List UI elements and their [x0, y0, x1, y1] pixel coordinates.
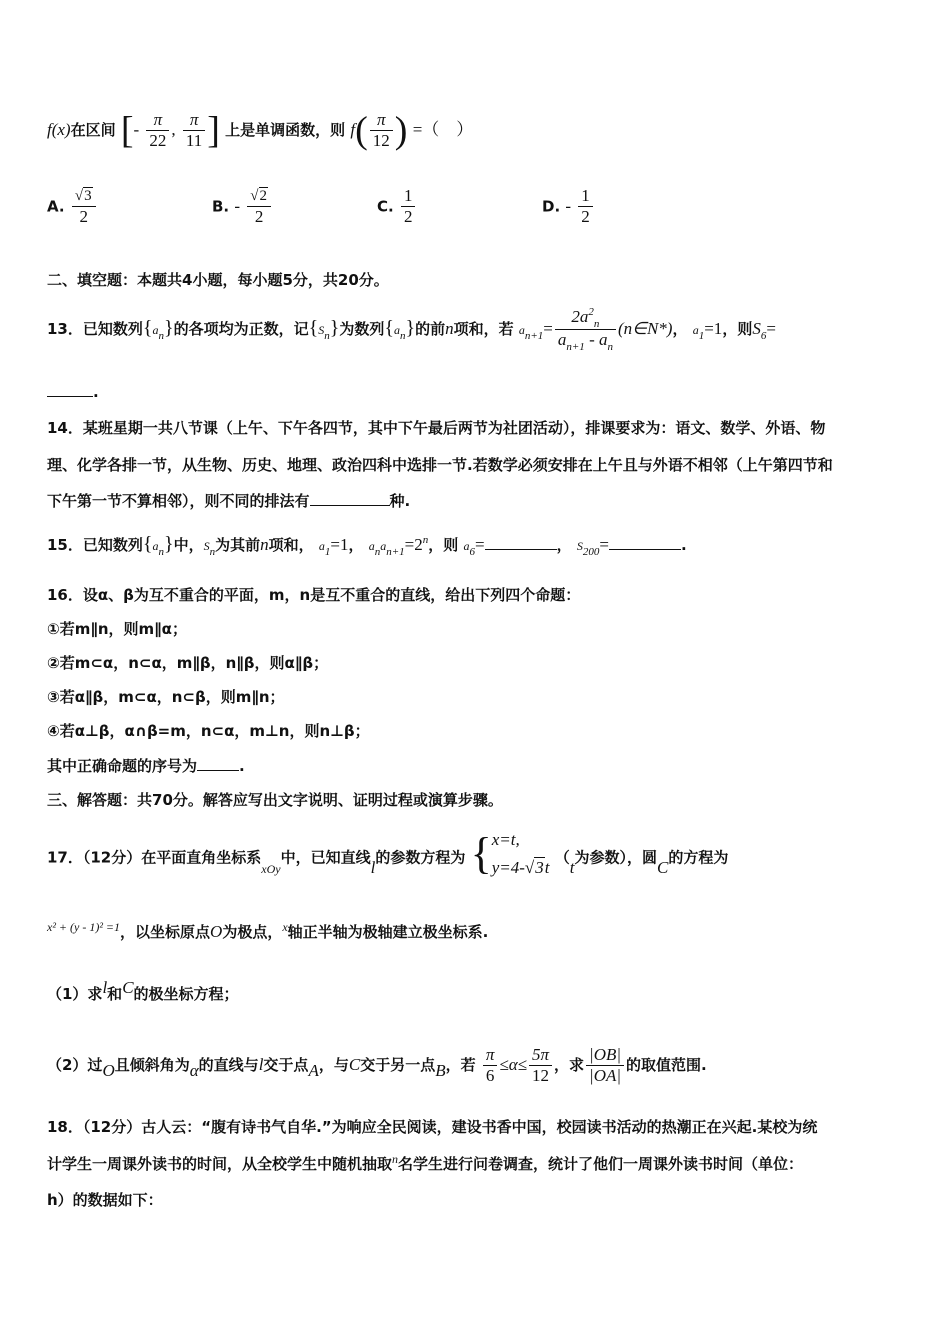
- q17-line1: 17．（12分）在平面直角坐标系$_{xOy}$中，已知直线l的参数方程为 { x=t, y=4-√3t （t为参数），圆C的方程为: [47, 829, 729, 878]
- q12-f-arg: $\frac{\pi}{12}$: [370, 110, 393, 151]
- q14-line3: 下午第一节不算相邻），则不同的排法有 种.: [47, 492, 411, 510]
- q17-part1: （1）求l和C的极坐标方程；: [47, 978, 239, 1003]
- q12-stem: f(x)在区间 [- $\frac{\pi}{22}$ , $\frac{\pi}{11}$ ] 上是单调函数，则 f( $\frac{\pi}{12}$ ) =（ ）: [47, 109, 474, 152]
- q18-line3: h）的数据如下：: [47, 1191, 163, 1209]
- q12-option-a[interactable]: A. $\frac{√3}{2}$: [47, 186, 98, 227]
- q12-fx: f(x): [47, 120, 71, 139]
- q18-line2: 计学生一周课外读书的时间，从全校学生中随机抽取$^n$名学生进行问卷调查，统计了他们一周课外读书时间（单位：: [47, 1152, 804, 1173]
- q15-blank-a6[interactable]: [485, 535, 557, 550]
- q12-option-d[interactable]: D. - $\frac{1}{2}$: [542, 186, 595, 227]
- q13: 13．已知数列{an}的各项均为正数，记{Sn}为数列{an}的前n项和，若 an+1= $\frac{2a^2_n}{a_{n+1} - a_n}$ (n∈N*)， a1=1，则$S_6=$: [47, 306, 776, 353]
- q16-item-4: ④若α⊥β，α∩β=m，n⊂α，m⊥n，则n⊥β；: [47, 722, 370, 740]
- q13-answer-blank: [47, 382, 93, 397]
- q13-recurrence: $\frac{2a^2_n}{a_{n+1} - a_n}$: [555, 307, 616, 352]
- q12-option-c[interactable]: C. $\frac{1}{2}$: [377, 186, 417, 227]
- section3-heading: 三、解答题：共70分。解答应写出文字说明、证明过程或演算步骤。: [47, 791, 503, 809]
- q17-range-lo: $\frac{\pi}{6}$: [483, 1045, 498, 1086]
- q14-answer-blank[interactable]: [310, 491, 390, 506]
- q16-item-3: ③若α∥β，m⊂α，n⊂β，则m∥n；: [47, 688, 285, 706]
- q18-line1: 18．（12分）古人云：“腹有诗书气自华.”为响应全民阅读，建设书香中国，校园读书活动的热潮正在兴起.某校为统: [47, 1118, 818, 1136]
- q13-answer-line[interactable]: .: [47, 382, 910, 402]
- q14-line2: 理、化学各排一节，从生物、历史、地理、政治四科中选排一节.若数学必须安排在上午且与外语不相邻（上午第四节和: [47, 456, 833, 474]
- q16-answer-blank[interactable]: [197, 756, 239, 771]
- q16-item-2: ②若m⊂α，n⊂α，m∥β，n∥β，则α∥β；: [47, 654, 329, 672]
- q16-stem: 16．设α、β为互不重合的平面，m，n是互不重合的直线，给出下列四个命题：: [47, 586, 581, 604]
- q14-line1: 14．某班星期一共八节课（上午、下午各四节，其中下午最后两节为社团活动），排课要求为：语文、数学、外语、物: [47, 419, 826, 437]
- q12-interval-hi: $\frac{\pi}{11}$: [183, 110, 205, 151]
- q17-ratio: $\frac{|OB|}{|OA|}$: [586, 1045, 624, 1086]
- q16-ask: 其中正确命题的序号为 .: [47, 757, 245, 775]
- q17-range-hi: $\frac{5\pi}{12}$: [529, 1045, 552, 1086]
- q15-blank-s200[interactable]: [609, 535, 681, 550]
- q12-option-b[interactable]: B. - $\frac{√2}{2}$: [212, 186, 273, 227]
- section2-heading: 二、填空题：本题共4小题，每小题5分，共20分。: [47, 271, 389, 289]
- q17-line2: $^{x^2 + (y - 1)^2 =1}$，以坐标原点O为极点，$^x$轴正半轴为极轴建立极坐标系.: [47, 920, 489, 941]
- q15: 15．已知数列{an}中，Sn为其前n项和， a1=1， $anan+1=2^n$，则 a6= ， S200= .: [47, 533, 687, 558]
- q12-interval-lo: $\frac{\pi}{22}$: [146, 110, 169, 151]
- q16-item-1: ①若m∥n，则m∥α；: [47, 620, 187, 638]
- q17-part2: （2）过O且倾斜角为α的直线与l交于点A，与C交于另一点B，若 $\frac{\pi}{6}$ ≤α≤ $\frac{5\pi}{12}$ ，求 $\frac{|OB|}{|OA|}$ 的取值范围.: [47, 1045, 707, 1085]
